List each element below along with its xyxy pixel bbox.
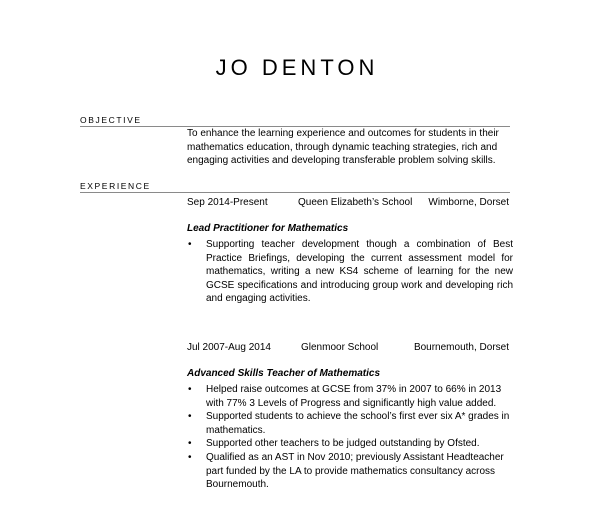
candidate-name: JO DENTON <box>215 55 379 80</box>
job-location: Wimborne, Dorset <box>428 197 509 208</box>
job-bullets <box>187 383 513 492</box>
list-item: • Supported students to achieve the school’s first ever six A* grades in mathematics. <box>187 410 513 437</box>
job-dates: Sep 2014-Present <box>187 197 268 208</box>
list-item: • Helped raise outcomes at GCSE from 37% in 2007 to 66% in 2013 with 77% 3 Levels of Progress and significantly high value added. <box>187 383 513 410</box>
objective-text: To enhance the learning experience and outcomes for students in their mathematics education, through dynamic teaching strategies, rich and engaging activities and developing transferable problem solving skills. <box>187 128 499 167</box>
list-item: • Qualified as an AST in Nov 2010; previously Assistant Headteacher part funded by the LA to provide mathematics consultancy across Bournemouth. <box>187 451 513 492</box>
objective-heading: OBJECTIVE <box>80 115 142 125</box>
list-item: • Supporting teacher development though a combination of Best Practice Briefings, developing the current assessment model for mathematics, writing a new KS4 scheme of learning for the new GCSE specifications and introducing group work and developing rich and engaging activities. <box>187 238 513 306</box>
job-bullets <box>187 238 513 306</box>
experience-heading: EXPERIENCE <box>80 181 151 191</box>
experience-divider <box>80 192 510 193</box>
job-title: Advanced Skills Teacher of Mathematics <box>187 368 381 379</box>
job-location: Bournemouth, Dorset <box>413 342 509 353</box>
job-header <box>187 197 509 211</box>
list-item: • Supported other teachers to be judged outstanding by Ofsted. <box>187 437 513 451</box>
job-header <box>187 342 509 356</box>
job-title: Lead Practitioner for Mathematics <box>187 223 349 234</box>
job-dates: Jul 2007-Aug 2014 <box>187 342 271 353</box>
job-school: Queen Elizabeth’s School <box>298 197 413 208</box>
job-school: Glenmoor School <box>301 342 379 353</box>
